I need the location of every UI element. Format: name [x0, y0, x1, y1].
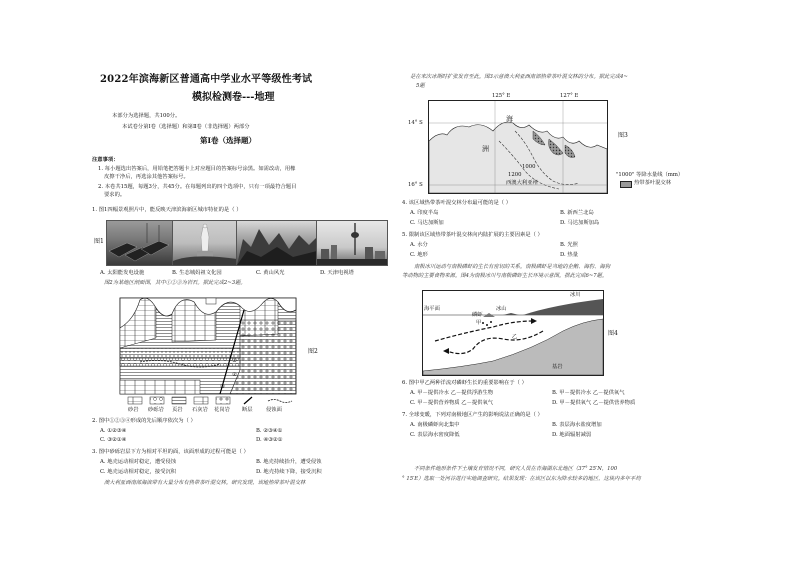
fig3-state-label: 西澳大利亚州 — [506, 180, 538, 186]
score-note: 本部分为选择题，共100分。 — [112, 113, 181, 119]
legend-limestone: 石灰岩 — [192, 407, 208, 413]
fig3-legend-forest: 热带茶叶混交林 — [634, 180, 672, 186]
fig4-sea-level-label: 海平面 — [424, 306, 440, 312]
q7-option-a: A. 南极磷虾向北集中 — [410, 422, 460, 428]
photo-huangshan — [236, 220, 318, 266]
fig3-legend-forest-swatch — [620, 181, 632, 188]
q1-option-a: A. 太阳能发电设施 — [100, 270, 145, 276]
intro-q4-q5-a: 澳大利亚西南部海滨带有大量分布有热带茶叶混交林。研究发现，该地热带茶叶混交林 — [104, 480, 306, 486]
q6-stem: 6. 图中甲乙两种洋流对磷虾生长的重要影响在于（ ） — [402, 380, 527, 386]
fig4-iceberg-label: 冰山 — [496, 306, 507, 312]
q3-option-a: A. 地壳运动相对稳定，遭受侵蚀 — [100, 459, 177, 465]
exam-subtitle: 模拟检测卷---地理 — [192, 92, 275, 103]
q5-stem: 5. 限制该区域热带茶叶混交林向内陆扩展的主要因素是（ ） — [402, 232, 543, 238]
q1-option-d: D. 天津电视塔 — [320, 270, 354, 276]
q7-option-d: D. 地面辐射减弱 — [552, 432, 592, 438]
q4-option-a: A. 印度半岛 — [410, 210, 439, 216]
q5-option-a: A. 水分 — [410, 242, 428, 248]
legend-conglomerate: 砂砾岩 — [148, 407, 164, 413]
q1-option-b: B. 生态城妈祖文化园 — [172, 270, 222, 276]
fig3-contour-1000: 1000 — [522, 164, 536, 170]
q6-option-a: A. 甲－提供冷水 乙－提供浮游生物 — [410, 390, 494, 396]
q6-option-d: D. 甲－提供氧气 乙－提供营养物质 — [552, 400, 636, 406]
q1-stem: 1. 图1四幅景观照片中，能反映天津滨海新区城市特征的是（ ） — [92, 207, 242, 213]
legend-shale: 页岩 — [172, 407, 183, 413]
fig2-label: 图2 — [308, 348, 318, 355]
q3-option-d: D. 地壳持续下降，接受沉积 — [256, 469, 322, 475]
legend-granite: 花岗岩 — [214, 407, 230, 413]
photo-mazu — [172, 220, 238, 266]
fig3-lon-127: 127° E — [560, 93, 579, 99]
legend-erosion-surface: 侵蚀面 — [266, 407, 282, 413]
fig4-glacier-label: 冰川 — [570, 292, 581, 298]
q2-option-b: B. ②③④① — [256, 428, 283, 434]
q2-option-a: A. ①②③④ — [100, 428, 127, 434]
intro-q8-b: ° 15′E）选取一处河谷进行实地调查研究。结果发现：在该区以东为降水较多的地区，这块内多年平均 — [402, 476, 641, 482]
intro-q4-q5-c: 5题 — [416, 83, 425, 89]
structure-note: 本试卷分第Ⅰ卷（选择题）和第Ⅱ卷（非选择题）两部分 — [122, 124, 250, 130]
exam-title: 2022年滨海新区普通高中学业水平等级性考试 — [100, 74, 313, 85]
q4-option-c: C. 马达加斯加 — [410, 220, 444, 226]
q1-option-c: C. 黄山风光 — [256, 270, 285, 276]
q2-option-c: C. ③②①④ — [100, 437, 127, 443]
q7-option-b: B. 表层海水盐度增加 — [552, 422, 602, 428]
q2-stem: 2. 图中①②③④形成的先后顺序依次为（ ） — [92, 418, 196, 424]
note-1b: 皮擦干净后，再选涂其他答案标号。 — [104, 174, 189, 180]
fig2-marker-1: ① — [232, 358, 237, 364]
fig3-lat-14: 14° S — [408, 120, 423, 126]
q6-option-b: B. 甲－提供冷水 乙－提供氧气 — [552, 390, 625, 396]
fig3-lat-16: 16° S — [408, 182, 423, 188]
section-heading: 第Ⅰ卷（选择题） — [200, 136, 257, 145]
q6-option-c: C. 甲－提供营养物质 乙－提供氧气 — [410, 400, 494, 406]
q5-option-d: D. 热量 — [560, 252, 579, 258]
intro-q6-q7-a: 南极冰川运动与南极磷虾的生长有密切的关系。南极磷虾是当地的企鹅、海豹、海狗 — [414, 264, 610, 270]
q3-stem: 3. 图中砂砾岩层下方为相对平坦的面，该面形成的过程可能是（ ） — [92, 449, 249, 455]
fig4-current-jia-label: 甲 — [476, 320, 482, 326]
intro-q4-q5-b: 是在末次冰期时扩张发育至此。图3示意澳大利亚西南部热带茶叶混交林的分布。据此完成4~ — [410, 74, 628, 80]
photo-solar — [106, 220, 174, 266]
fig4-bedrock-label: 基岩 — [552, 364, 563, 370]
fig3-land-label: 洲 — [482, 145, 489, 153]
legend-fault: 断层 — [242, 407, 253, 413]
fig4-diagram — [422, 290, 604, 376]
q3-option-c: C. 地壳运动相对稳定，接受沉积 — [100, 469, 177, 475]
intro-q8-a: 不同条件地形条件下土壤发育情况不同，研究人员在青海湖东北地区（37° 25′N，100 — [414, 466, 618, 472]
fig3-contour-1200: 1200 — [508, 172, 522, 178]
legend-sandstone: 砂岩 — [128, 407, 139, 413]
fig1-label: 图1 — [94, 238, 104, 245]
fig2-marker-3: ③ — [220, 384, 225, 390]
q5-option-c: C. 地形 — [410, 252, 428, 258]
notes-heading: 注意事项： — [92, 157, 119, 163]
fig4-current-yi-label: 乙 — [512, 334, 518, 340]
fig2-cross-section — [120, 290, 296, 394]
q4-stem: 4. 该区域热带茶叶混交林分布最可能的是（ ） — [402, 200, 512, 206]
q5-option-b: B. 光照 — [560, 242, 578, 248]
intro-q6-q7-b: 等动物的主要食物来源。图4为南极冰川与南极磷虾生长环境示意图。据此完成6~7题。 — [402, 273, 608, 279]
fig3-label: 图3 — [618, 132, 628, 139]
fig3-lon-125: 125° E — [492, 93, 511, 99]
fig3-legend-contour: "1000" 等降水量线（mm） — [616, 172, 684, 178]
photo-tv-tower — [316, 220, 388, 266]
q4-option-b: B. 新西兰北岛 — [560, 210, 594, 216]
fig2-marker-2: ② — [232, 372, 237, 378]
fig4-krill-label: 磷虾 — [472, 312, 483, 318]
fig3-sea-label: 海 — [506, 115, 513, 123]
note-1a: 1. 每小题选出答案后，用铅笔把答题卡上对应题目的答案标号涂黑。如需改动，用橡 — [98, 166, 296, 172]
q3-option-b: B. 地壳持续抬升，遭受侵蚀 — [256, 459, 322, 465]
q2-option-d: D. ④③②① — [256, 437, 283, 443]
q7-stem: 7. 全球变暖，下列对南极地区产生的影响说法正确的是（ ） — [402, 412, 543, 418]
q4-option-d: D. 马达加斯加岛 — [560, 220, 600, 226]
fig4-label: 图4 — [608, 330, 618, 337]
q7-option-c: C. 表层海水密度降低 — [410, 432, 460, 438]
note-2a: 2. 本卷共15题，每题3分，共45分。在每题列出的四个选项中，只有一项最符合题目 — [98, 184, 297, 190]
note-2b: 要求的。 — [104, 192, 126, 198]
intro-q2-q3: 图2为某地区剖面图，其中①②③为岩石。据此完成2~3题。 — [104, 280, 246, 286]
